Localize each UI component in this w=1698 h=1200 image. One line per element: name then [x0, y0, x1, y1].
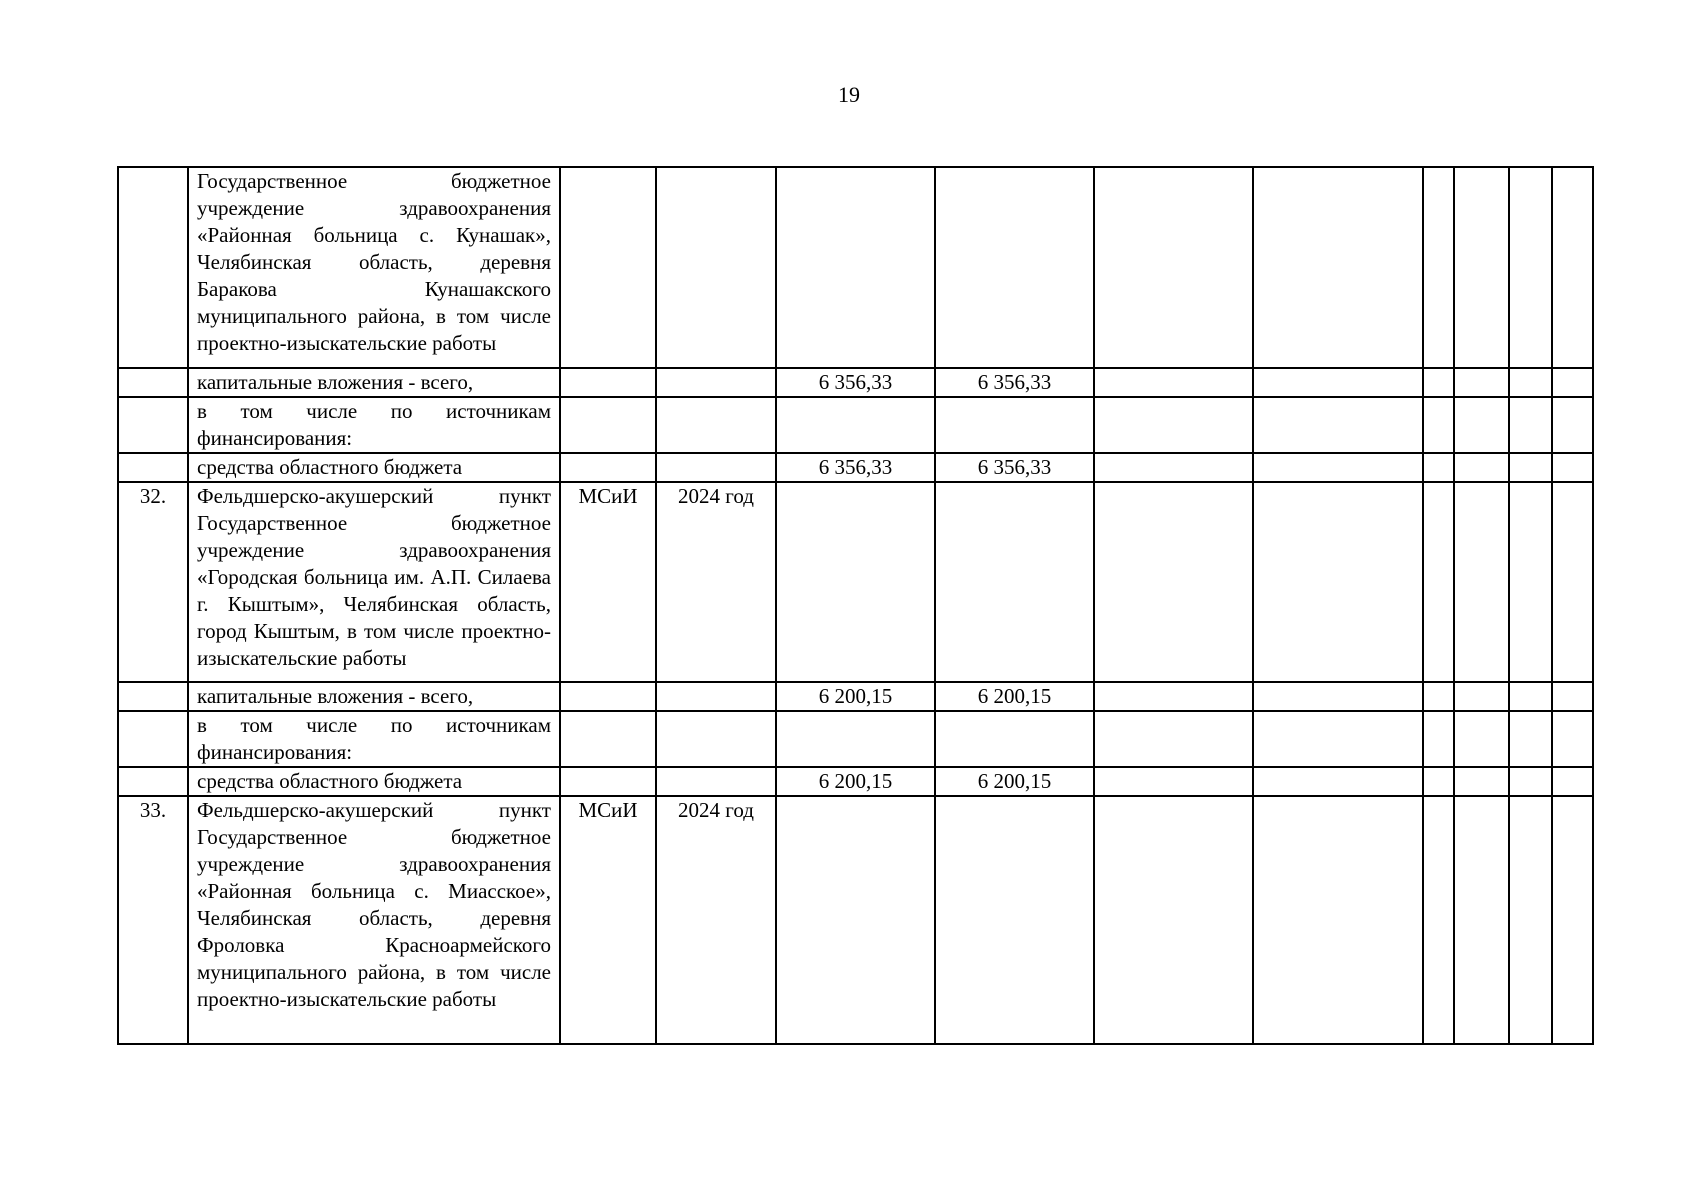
row-amount-total [776, 397, 935, 453]
empty-cell [1454, 453, 1509, 482]
row-amount-total: 6 356,33 [776, 368, 935, 397]
row-responsible: МСиИ [560, 482, 656, 682]
row-amount-total [776, 796, 935, 1044]
row-amount-total [776, 167, 935, 368]
empty-cell [1454, 397, 1509, 453]
empty-cell [1423, 482, 1454, 682]
row-amount-period [935, 167, 1094, 368]
row-responsible [560, 167, 656, 368]
table-row [118, 796, 1593, 1044]
empty-cell [1552, 453, 1593, 482]
empty-cell [1094, 711, 1253, 767]
row-description: средства областного бюджета [188, 453, 560, 482]
empty-cell [1253, 711, 1423, 767]
row-amount-period [935, 711, 1094, 767]
row-amount-period: 6 356,33 [935, 453, 1094, 482]
row-year [656, 453, 776, 482]
row-description: Фельдшерско-акушерский пункт Государственное бюджетное учреждение здравоохранения «Городская больница им. А.П. Силаева г. Кыштым», Челябинская область, город Кыштым, в том числе проектно-изыскательские работы [188, 482, 560, 682]
empty-cell [1423, 711, 1454, 767]
row-responsible [560, 397, 656, 453]
row-responsible [560, 453, 656, 482]
row-number [118, 682, 188, 711]
row-number [118, 453, 188, 482]
empty-cell [1454, 368, 1509, 397]
row-amount-total [776, 711, 935, 767]
empty-cell [1509, 682, 1552, 711]
row-responsible [560, 368, 656, 397]
empty-cell [1509, 453, 1552, 482]
row-description: Государственное бюджетное учреждение здравоохранения «Районная больница с. Кунашак», Челябинская область, деревня Баракова Кунашакского муниципального района, в том числе проектно-изыскательские работы [188, 167, 560, 368]
empty-cell [1454, 682, 1509, 711]
row-amount-period: 6 200,15 [935, 767, 1094, 796]
row-responsible [560, 767, 656, 796]
empty-cell [1454, 167, 1509, 368]
empty-cell [1454, 711, 1509, 767]
row-amount-total [776, 482, 935, 682]
row-description: капитальные вложения - всего, [188, 368, 560, 397]
empty-cell [1552, 767, 1593, 796]
empty-cell [1423, 796, 1454, 1044]
empty-cell [1552, 482, 1593, 682]
empty-cell [1094, 767, 1253, 796]
row-year: 2024 год [656, 482, 776, 682]
row-year [656, 767, 776, 796]
row-amount-period [935, 482, 1094, 682]
empty-cell [1509, 767, 1552, 796]
empty-cell [1552, 368, 1593, 397]
row-description: в том числе по источникам финансирования: [188, 711, 560, 767]
row-amount-period: 6 200,15 [935, 682, 1094, 711]
row-number [118, 167, 188, 368]
empty-cell [1509, 397, 1552, 453]
row-year [656, 711, 776, 767]
empty-cell [1509, 796, 1552, 1044]
empty-cell [1552, 167, 1593, 368]
row-responsible [560, 711, 656, 767]
table-row [118, 711, 1593, 767]
empty-cell [1253, 453, 1423, 482]
empty-cell [1423, 397, 1454, 453]
empty-cell [1094, 397, 1253, 453]
empty-cell [1253, 482, 1423, 682]
empty-cell [1253, 397, 1423, 453]
row-amount-total: 6 200,15 [776, 682, 935, 711]
empty-cell [1094, 482, 1253, 682]
row-description: капитальные вложения - всего, [188, 682, 560, 711]
row-year [656, 167, 776, 368]
empty-cell [1094, 167, 1253, 368]
empty-cell [1454, 767, 1509, 796]
empty-cell [1423, 767, 1454, 796]
empty-cell [1509, 167, 1552, 368]
table-row [118, 167, 1593, 368]
empty-cell [1094, 453, 1253, 482]
empty-cell [1509, 482, 1552, 682]
table-row [118, 682, 1593, 711]
table-row [118, 397, 1593, 453]
empty-cell [1253, 682, 1423, 711]
page-number: 19 [838, 82, 860, 107]
empty-cell [1094, 682, 1253, 711]
row-number [118, 767, 188, 796]
row-number [118, 397, 188, 453]
row-responsible [560, 682, 656, 711]
row-amount-period [935, 397, 1094, 453]
row-description: Фельдшерско-акушерский пункт Государственное бюджетное учреждение здравоохранения «Районная больница с. Миасское», Челябинская область, деревня Фроловка Красноармейского муниципального района, в том числе проектно-изыскательские работы [188, 796, 560, 1044]
row-year [656, 397, 776, 453]
table-row [118, 482, 1593, 682]
empty-cell [1454, 796, 1509, 1044]
row-description: в том числе по источникам финансирования: [188, 397, 560, 453]
empty-cell [1253, 796, 1423, 1044]
empty-cell [1552, 682, 1593, 711]
empty-cell [1509, 368, 1552, 397]
empty-cell [1552, 796, 1593, 1044]
row-number [118, 368, 188, 397]
empty-cell [1454, 482, 1509, 682]
row-year [656, 682, 776, 711]
empty-cell [1094, 796, 1253, 1044]
empty-cell [1423, 368, 1454, 397]
row-number [118, 711, 188, 767]
row-amount-total: 6 356,33 [776, 453, 935, 482]
empty-cell [1552, 397, 1593, 453]
empty-cell [1423, 167, 1454, 368]
row-year [656, 368, 776, 397]
row-description: средства областного бюджета [188, 767, 560, 796]
budget-table [117, 166, 1594, 1045]
empty-cell [1094, 368, 1253, 397]
empty-cell [1509, 711, 1552, 767]
row-amount-total: 6 200,15 [776, 767, 935, 796]
empty-cell [1253, 767, 1423, 796]
empty-cell [1423, 682, 1454, 711]
row-amount-period: 6 356,33 [935, 368, 1094, 397]
row-number: 33. [118, 796, 188, 1044]
empty-cell [1253, 167, 1423, 368]
empty-cell [1253, 368, 1423, 397]
table-row [118, 767, 1593, 796]
empty-cell [1423, 453, 1454, 482]
row-amount-period [935, 796, 1094, 1044]
row-responsible: МСиИ [560, 796, 656, 1044]
row-number: 32. [118, 482, 188, 682]
row-year: 2024 год [656, 796, 776, 1044]
empty-cell [1552, 711, 1593, 767]
table-row [118, 453, 1593, 482]
table-row [118, 368, 1593, 397]
